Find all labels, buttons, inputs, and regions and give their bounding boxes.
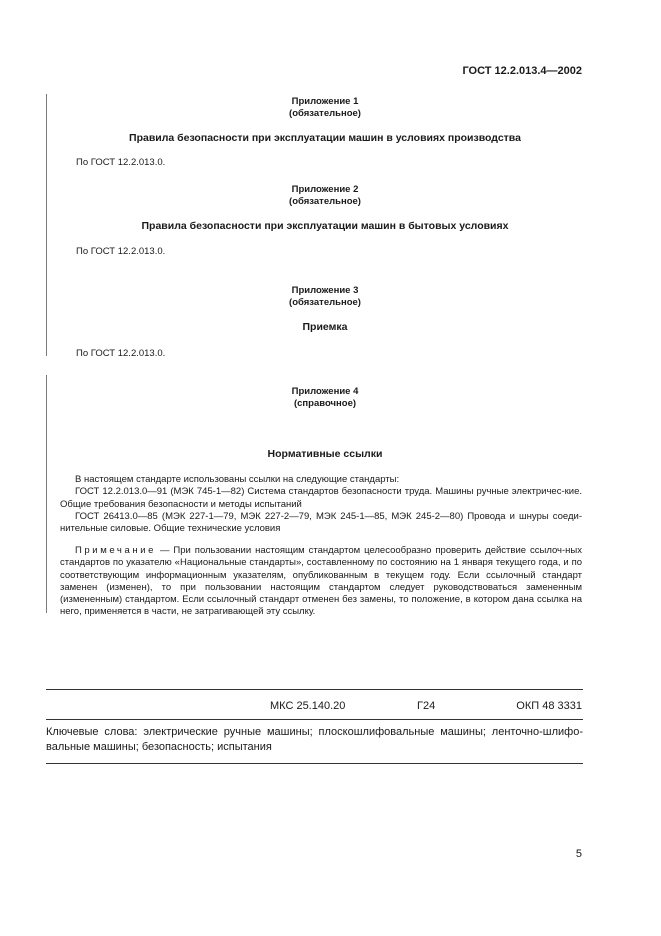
note-label: Примечание bbox=[75, 545, 156, 556]
note-text: — При пользовании настоящим стандартом целесообразно проверить действие ссылоч-ных стандартов по указателю «Национальные стандарты», составленному по состоянию на 1 января текущего года, и по соответствующим информационным указателям, опубликованным в текущем году. Если ссылочный стандарт заменен (изменен), то при пользовании настоящим стандартом следует руководствоваться замененным (измененным) стандартом. Если ссылочный стандарт отменен без замены, то положение, в котором дана ссылка на него, применяется в части, не затрагивающей эту ссылку. bbox=[60, 545, 582, 618]
reference-item: ГОСТ 12.2.013.0—91 (МЭК 745-1—82) Система стандартов безопасности труда. Машины ручные электричес-кие. Общие требования безопасности и методы испытаний bbox=[60, 486, 582, 510]
appendix-4-number: Приложение 4 bbox=[291, 386, 359, 397]
footer-top-rule bbox=[46, 689, 583, 690]
appendix-4-status: (справочное) bbox=[293, 398, 357, 409]
references-block bbox=[60, 474, 582, 535]
appendix-3-title: Приемка bbox=[302, 321, 348, 333]
appendix-4-title: Нормативные ссылки bbox=[267, 448, 383, 460]
page-number: 5 bbox=[575, 848, 582, 860]
appendix-1-status: (обязательное) bbox=[289, 108, 361, 119]
okp-code: ОКП 48 3331 bbox=[516, 700, 582, 712]
references-intro: В настоящем стандарте использованы ссылки на следующие стандарты: bbox=[75, 474, 400, 485]
footer-bottom-rule bbox=[46, 763, 583, 764]
margin-rule-bottom bbox=[46, 375, 47, 613]
appendix-2-ref: По ГОСТ 12.2.013.0. bbox=[76, 246, 166, 257]
appendix-2-title: Правила безопасности при эксплуатации машин в бытовых условиях bbox=[141, 220, 509, 232]
margin-rule-top bbox=[46, 94, 47, 356]
appendix-2-status: (обязательное) bbox=[289, 196, 361, 207]
appendix-2-number: Приложение 2 bbox=[291, 184, 359, 195]
footer-mid-rule bbox=[46, 719, 583, 720]
document-id: ГОСТ 12.2.013.4—2002 bbox=[462, 65, 582, 77]
appendix-3-number: Приложение 3 bbox=[291, 285, 359, 296]
note-block bbox=[60, 545, 582, 619]
keywords: Ключевые слова: электрические ручные машины; плоскошлифовальные машины; ленточно-шлифо-вальные машины; безопасность; испытания bbox=[46, 726, 583, 753]
appendix-1-number: Приложение 1 bbox=[291, 96, 359, 107]
appendix-3-ref: По ГОСТ 12.2.013.0. bbox=[76, 348, 166, 359]
appendix-3-status: (обязательное) bbox=[289, 297, 361, 308]
reference-item: ГОСТ 26413.0—85 (МЭК 227-1—79, МЭК 227-2—79, МЭК 245-1—85, МЭК 245-2—80) Провода и шнуры соеди-нительные силовые. Общие технические условия bbox=[60, 510, 582, 535]
group-code: Г24 bbox=[417, 700, 436, 712]
mks-code: МКС 25.140.20 bbox=[270, 700, 346, 712]
appendix-1-title: Правила безопасности при эксплуатации машин в условиях производства bbox=[129, 132, 521, 144]
appendix-1-ref: По ГОСТ 12.2.013.0. bbox=[76, 157, 166, 168]
